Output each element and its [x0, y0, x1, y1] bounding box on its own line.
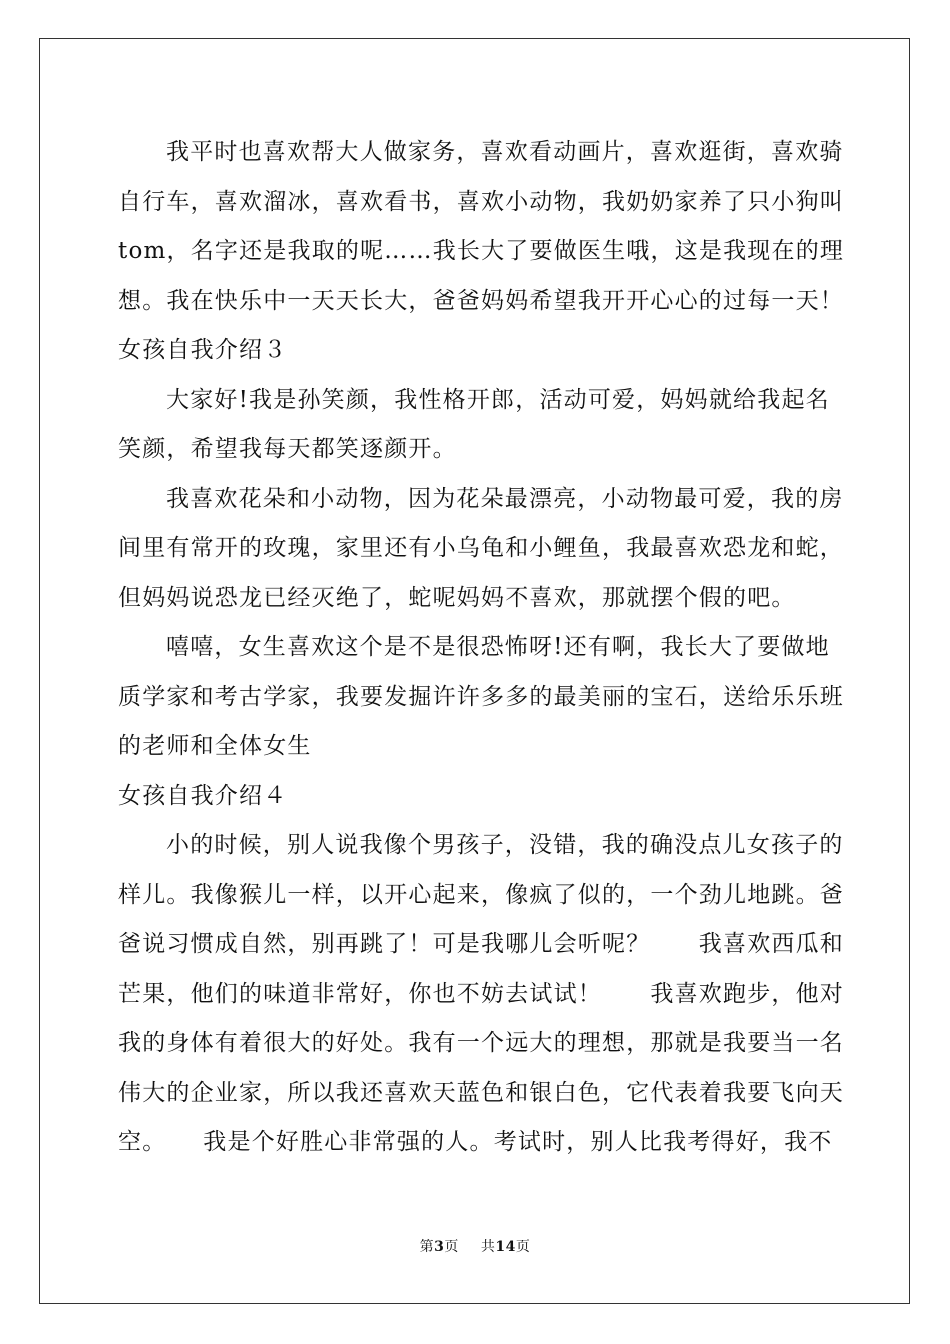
section-heading: 女孩自我介绍３	[118, 337, 288, 363]
text-line: 的老师和全体女生	[118, 733, 312, 759]
text-line: 芒果，他们的味道非常好，你也不妨去试试！ 我喜欢跑步，他对	[118, 980, 844, 1007]
section-heading: 女孩自我介绍４	[118, 782, 288, 809]
text-line: 我喜欢花朵和小动物，因为花朵最漂亮，小动物最可爱，我的房	[166, 485, 844, 512]
page-number-footer	[0, 1236, 950, 1256]
page-suffix: 页	[444, 1239, 459, 1255]
text-line: 我的身体有着很大的好处。我有一个远大的理想，那就是我要当一名	[118, 1030, 844, 1056]
total-pages: 14	[495, 1239, 516, 1255]
text-line: 空。 我是个好胜心非常强的人。考试时，别人比我考得好，我不	[118, 1129, 833, 1155]
text-line: 但妈妈说恐龙已经灭绝了，蛇呢妈妈不喜欢，那就摆个假的吧。	[118, 584, 796, 611]
current-page: 3	[434, 1239, 445, 1255]
text-line: 大家好!我是孙笑颜，我性格开郎，活动可爱，妈妈就给我起名	[166, 386, 830, 413]
text-line: tom，名字还是我取的呢……我长大了要做医生哦，这是我现在的理	[118, 238, 845, 264]
text-line: 我平时也喜欢帮大人做家务，喜欢看动画片，喜欢逛街，喜欢骑	[166, 139, 844, 165]
total-prefix: 共	[480, 1239, 496, 1255]
document-body	[118, 128, 845, 1168]
total-suffix: 页	[515, 1239, 531, 1255]
text-line: 小的时候，别人说我像个男孩子，没错，我的确没点儿女孩子的	[166, 832, 844, 858]
text-line: 质学家和考古学家，我要发掘许许多多的最美丽的宝石，送给乐乐班	[118, 683, 844, 710]
page-prefix: 第	[419, 1239, 435, 1255]
text-line: 伟大的企业家，所以我还喜欢天蓝色和银白色，它代表着我要飞向天	[118, 1079, 844, 1106]
text-line: 样儿。我像猴儿一样，以开心起来，像疯了似的，一个劲儿地跳。爸	[118, 881, 844, 908]
text-line: 嘻嘻，女生喜欢这个是不是很恐怖呀!还有啊，我长大了要做地	[166, 634, 830, 660]
text-line: 间里有常开的玫瑰，家里还有小乌龟和小鲤鱼，我最喜欢恐龙和蛇，	[118, 535, 844, 561]
text-line: 爸说习惯成自然，别再跳了！可是我哪儿会听呢？ 我喜欢西瓜和	[118, 931, 844, 957]
text-line: 自行车，喜欢溜冰，喜欢看书，喜欢小动物，我奶奶家养了只小狗叫	[118, 188, 844, 215]
text-line: 想。我在快乐中一天天长大，爸爸妈妈希望我开开心心的过每一天！	[118, 287, 844, 314]
text-line: 笑颜，希望我每天都笑逐颜开。	[118, 436, 457, 462]
